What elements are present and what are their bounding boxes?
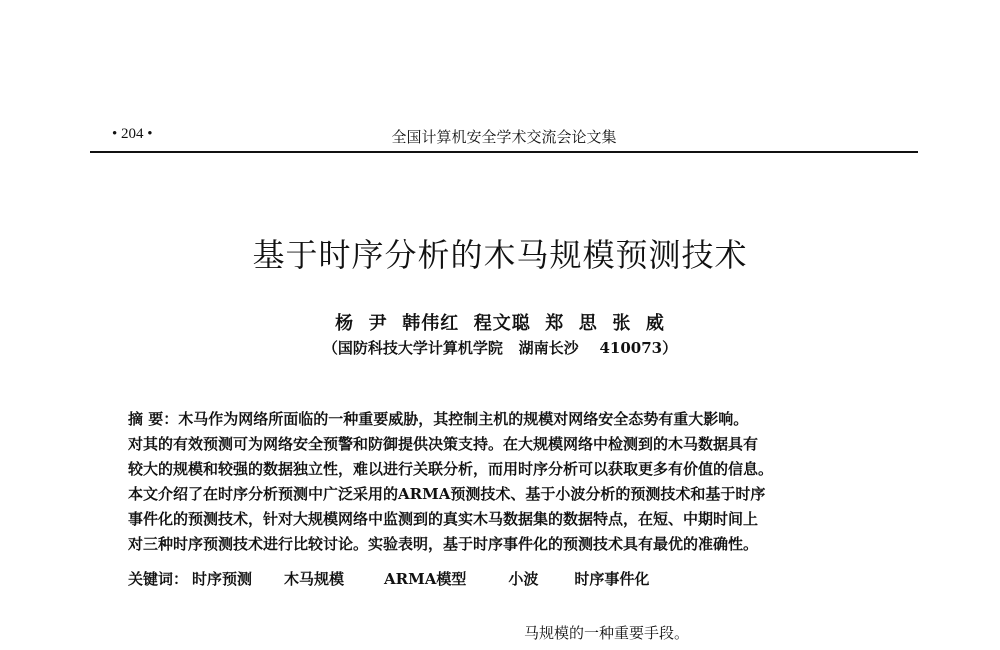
abstract-line: 事件化的预测技术，针对大规模网络中监测到的真实木马数据集的数据特点，在短、中期时间上	[128, 510, 759, 528]
abstract-line: 本文介绍了在时序分析预测中广泛采用的ARMA预测技术、基于小波分析的预测技术和基于时序	[128, 485, 766, 503]
abstract	[128, 407, 888, 557]
abstract-line: 对其的有效预测可为网络安全预警和防御提供决策支持。在大规模网络中检测到的木马数据具有	[128, 435, 759, 453]
body-text-fragment: 马规模的一种重要手段。	[524, 624, 690, 642]
abstract-line: 对三种时序预测技术进行比较讨论。实验表明，基于时序事件化的预测技术具有最优的准确性。	[128, 535, 759, 553]
paper-title: 基于时序分析的木马规模预测技术	[252, 236, 748, 274]
keyword: ARMA模型	[384, 570, 467, 588]
keyword: 时序预测	[192, 570, 253, 588]
page-number: • 204 •	[112, 126, 153, 142]
keyword: 木马规模	[284, 570, 345, 588]
affiliation: （国防科技大学计算机学院 湖南长沙 410073）	[322, 339, 678, 357]
page-header	[90, 126, 918, 150]
running-head: 全国计算机安全学术交流会论文集	[391, 128, 617, 146]
keyword: 时序事件化	[574, 570, 650, 588]
abstract-text: 木马作为网络所面临的一种重要威胁，其控制主机的规模对网络安全态势有重大影响。	[178, 410, 749, 428]
keywords-label: 关键词：	[128, 570, 189, 588]
abstract-line	[128, 407, 888, 432]
abstract-line: 较大的规模和较强的数据独立性，难以进行关联分析，而用时序分析可以获取更多有价值的信息。	[128, 460, 774, 478]
abstract-label: 摘 要：	[128, 410, 179, 428]
authors: 杨 尹 韩伟红 程文聪 郑 思 张 威	[335, 313, 665, 334]
keywords	[128, 568, 649, 589]
keyword: 小波	[508, 570, 539, 588]
header-rule	[90, 151, 918, 153]
